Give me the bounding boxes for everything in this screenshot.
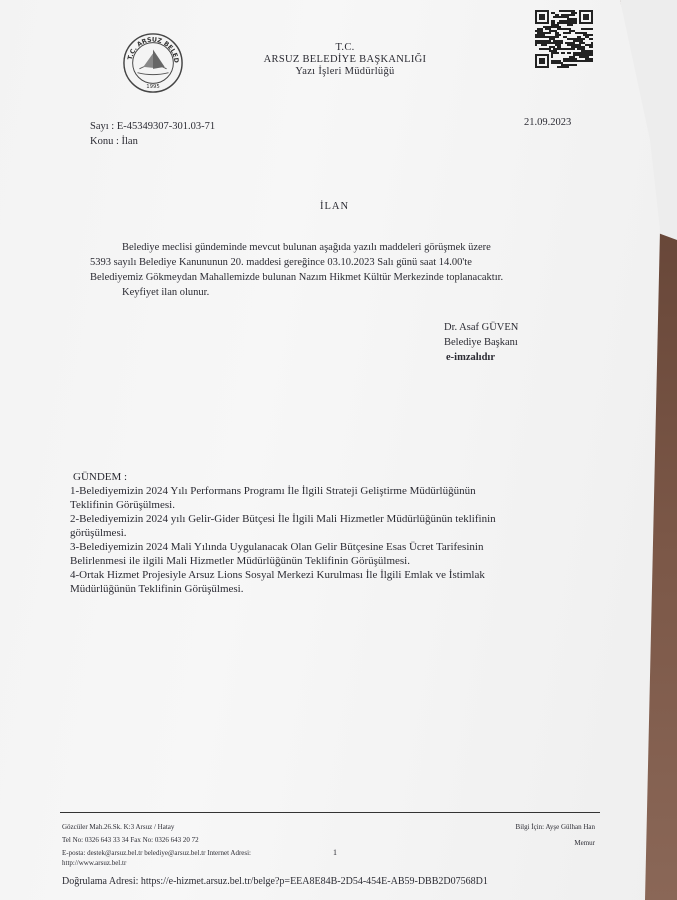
footer-website: http://www.arsuz.bel.tr	[62, 859, 127, 867]
verification-address: Doğrulama Adresi: https://e-hizmet.arsuz.bel.tr/belge?p=EEA8E84B-2D54-454E-AB59-DBB2D07568D1	[62, 876, 488, 887]
header-tc: T.C.	[335, 42, 355, 53]
footer-info-contact: Bilgi İçin: Ayşe Gülhan Han	[515, 823, 595, 831]
footer-address: Gözcüler Mah.26.Sk. K:3 Arsuz / Hatay	[62, 823, 175, 831]
document-number: Sayı : E-45349307-301.03-71	[90, 121, 216, 132]
footer-phone: Tel No: 0326 643 33 34 Fax No: 0326 643 20 72	[62, 836, 199, 844]
agenda-line: Teklifinin Görüşülmesi.	[70, 499, 175, 511]
agenda-line: 3-Belediyemizin 2024 Mali Yılında Uygulanacak Olan Gelir Bütçesine Esas Ücret Tarifesinin	[70, 541, 484, 553]
e-signature-note: e-imzalıdır	[446, 352, 495, 363]
signature-block	[444, 320, 518, 365]
header-institution: ARSUZ BELEDİYE BAŞKANLIĞI	[263, 54, 427, 65]
page-number: 1	[333, 848, 337, 857]
announcement-body	[90, 240, 590, 300]
agenda-section	[70, 470, 615, 596]
footer-contact	[62, 822, 251, 868]
qr-code	[535, 10, 593, 73]
agenda-line: 2-Belediyemizin 2024 yılı Gelir-Gider Bütçesi İle İlgili Mali Hizmetler Müdürlüğünün teklifinin	[70, 513, 496, 525]
agenda-line: görüşülmesi.	[70, 527, 127, 539]
agenda-heading: GÜNDEM :	[73, 471, 128, 483]
body-closing: Keyfiyet ilan olunur.	[122, 287, 210, 298]
agenda-line: Belirlenmesi ile ilgili Mali Hizmetler Müdürlüğünün Teklifinin Görüşülmesi.	[70, 555, 410, 567]
signatory-name: Dr. Asaf GÜVEN	[444, 322, 519, 333]
agenda-line: 4-Ortak Hizmet Projesiyle Arsuz Lions Sosyal Merkezi Kurulması İle İlgili Emlak ve İstimlak	[70, 569, 485, 581]
agenda-line: Müdürlüğünün Teklifinin Görüşülmesi.	[70, 583, 244, 595]
footer-info-role: Memur	[574, 839, 595, 847]
footer-info	[485, 822, 595, 848]
agenda-line: 1-Belediyemizin 2024 Yılı Performans Programı İle İlgili Strateji Geliştirme Müdürlüğünün	[70, 485, 476, 497]
body-line-2: 5393 sayılı Belediye Kanununun 20. maddesi gereğince 03.10.2023 Salı günü saat 14.00'te	[90, 257, 472, 268]
municipality-seal	[122, 32, 184, 99]
document-header	[230, 42, 460, 78]
document-title: İLAN	[320, 201, 350, 212]
body-line-1: Belediye meclisi gündeminde mevcut bulunan aşağıda yazılı maddeleri görüşmek üzere	[122, 242, 491, 253]
body-line-3: Belediyemiz Gökmeydan Mahallemizde bulunan Nazım Hikmet Kültür Merkezinde toplanacaktır.	[90, 272, 504, 283]
signatory-title: Belediye Başkanı	[444, 337, 518, 348]
footer-divider	[60, 812, 600, 813]
qr-code-icon	[535, 10, 593, 68]
document-date: 21.09.2023	[524, 117, 572, 128]
document-subject: Konu : İlan	[90, 136, 138, 147]
svg-text:T.C. ARSUZ BELEDİYESİ: T.C. ARSUZ BELED	[126, 36, 180, 64]
seal-icon	[122, 32, 184, 94]
header-department: Yazı İşleri Müdürlüğü	[295, 66, 395, 77]
footer-email: E-posta: destek@arsuz.bel.tr belediye@arsuz.bel.tr Internet Adresi:	[62, 849, 251, 857]
svg-text:1995: 1995	[146, 84, 160, 91]
